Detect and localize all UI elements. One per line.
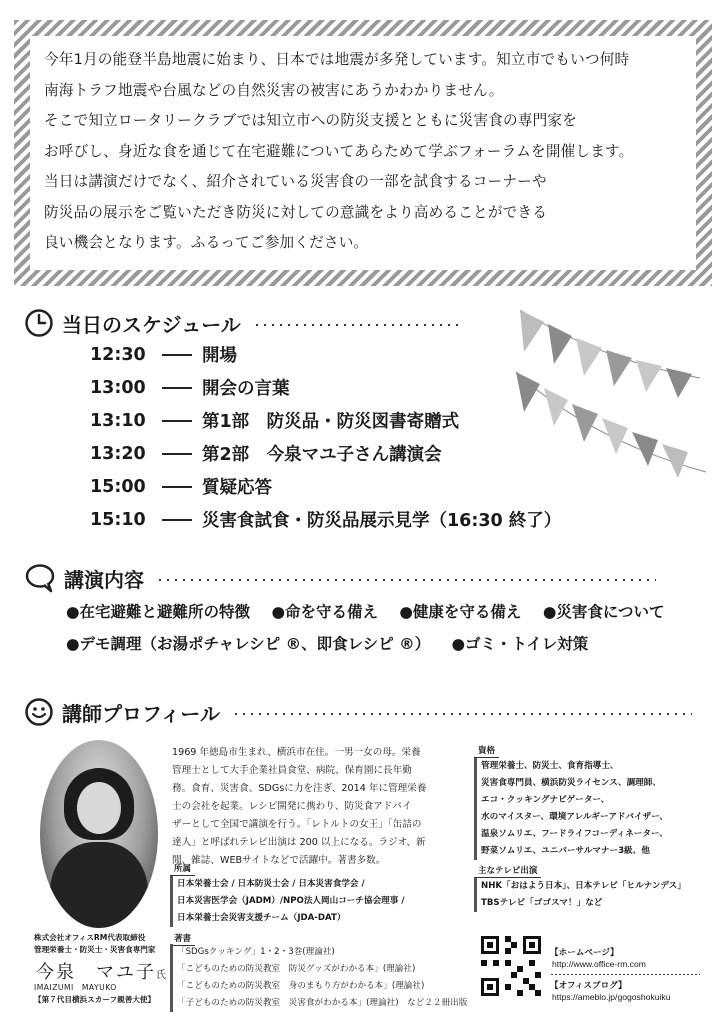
bio-line: 1969 年徳島市生まれ、横浜市在住。一男一女の母。栄養 bbox=[172, 747, 421, 758]
qualifications-label: 資格 bbox=[474, 744, 499, 758]
schedule-label: 第2部 今泉マユ子さん講演会 bbox=[202, 445, 442, 465]
intro-line: そこで知立ロータリークラブでは知立市への防災支援とともに災害食の専門家を bbox=[44, 112, 578, 129]
bio-line: 達人」と呼ばれテレビ出演は 200 以上になる。ラジオ、新 bbox=[172, 837, 426, 848]
speaker-bio bbox=[172, 744, 462, 870]
speaker-photo bbox=[40, 740, 158, 928]
bio-line: 務。食育、災害食、SDGsに力を注ぎ、2014 年に管理栄養 bbox=[172, 783, 427, 794]
speaker-name bbox=[36, 958, 166, 984]
intro-line: 当日は講演だけでなく、紹介されている災害食の一部を試食するコーナーや bbox=[44, 173, 547, 190]
schedule-label: 災害食試食・防災品展示見学（16:30 終了） bbox=[202, 511, 562, 531]
schedule-heading bbox=[24, 308, 463, 338]
speaker-romaji: IMAIZUMI MAYUKO bbox=[34, 983, 117, 992]
qualification-line: 野菜ソムリエ、ユニバーサルマナー3級、他 bbox=[481, 846, 650, 856]
schedule-time: 12:30 bbox=[90, 344, 146, 365]
schedule-time: 13:20 bbox=[90, 443, 146, 464]
book-line: 「子どものための防災教室 災害食がわかる本」(理論社) など２２冊出版 bbox=[177, 998, 468, 1008]
intro-line: 今年1月の能登半島地震に始まり、日本では地震が多発しています。知立市でもいつ何時 bbox=[44, 51, 630, 68]
books-list bbox=[170, 944, 467, 1012]
speaker-name-text: 今泉 マユ子 bbox=[36, 962, 156, 983]
schedule-item bbox=[90, 441, 442, 466]
topic-item: ●ゴミ・トイレ対策 bbox=[451, 635, 589, 653]
intro-line: お呼びし、身近な食を通じて在宅避難についてあらためて学ぶフォーラムを開催します。 bbox=[44, 142, 634, 160]
schedule-item bbox=[90, 342, 237, 367]
tv-list bbox=[474, 878, 686, 912]
speaker-ambassador: 【第７代目横浜スカーフ親善大使】 bbox=[34, 995, 156, 1004]
book-line: 「こどものための防災教室 防災グッズがわかる本」(理論社) bbox=[177, 964, 416, 974]
schedule-time: 15:10 bbox=[90, 509, 146, 530]
affiliations-label: 所属 bbox=[170, 862, 195, 876]
blog-label: 【オフィスブログ】 bbox=[550, 981, 627, 991]
qualifications-list bbox=[474, 758, 668, 860]
tv-label: 主なテレビ出演 bbox=[474, 864, 541, 878]
speaker-company: 株式会社オフィスRM代表取締役 bbox=[34, 933, 146, 942]
affiliation-line: 日本災害医学会（JADM）/NPO法人岡山コーチ協会理事 / bbox=[177, 896, 405, 906]
dash-divider bbox=[162, 519, 192, 521]
topic-item: ●在宅避難と避難所の特徴 bbox=[66, 603, 251, 621]
dash-divider bbox=[162, 453, 192, 455]
intro-text-box bbox=[30, 36, 696, 270]
books-label: 著書 bbox=[170, 932, 195, 946]
affiliation-line: 日本栄養士会 / 日本防災士会 / 日本災害食学会 / bbox=[177, 879, 365, 889]
smiley-icon bbox=[24, 697, 54, 727]
tv-line: NHK「おはよう日本」、日本テレビ「ヒルナンデス」 bbox=[481, 881, 686, 891]
qualification-line: 災害食専門員、横浜防災ライセンス、調理師、 bbox=[481, 778, 661, 788]
dash-divider bbox=[162, 387, 192, 389]
dotted-divider bbox=[550, 974, 700, 975]
intro-line: 南海トラフ地震や台風などの自然災害の被害にあうかわかりません。 bbox=[44, 81, 504, 99]
schedule-item bbox=[90, 507, 561, 532]
book-line: 「SDGsクッキング」1・2・3巻(理論社) bbox=[177, 947, 335, 957]
dotted-divider bbox=[156, 579, 656, 581]
bio-line: 管理士として大手企業社員食堂、病院、保育園に長年勤 bbox=[172, 765, 412, 776]
profile-title: 講師プロフィール bbox=[62, 701, 220, 726]
bunting-decoration bbox=[510, 300, 710, 500]
lecture-title: 講演内容 bbox=[64, 567, 144, 592]
schedule-label: 開場 bbox=[202, 346, 237, 366]
topic-row bbox=[66, 632, 604, 654]
intro-frame bbox=[14, 20, 712, 286]
book-line: 「こどものための防災教室 身のまもり方がわかる本」(理論社) bbox=[177, 981, 425, 991]
schedule-time: 13:00 bbox=[90, 377, 146, 398]
dotted-divider bbox=[253, 324, 463, 326]
dash-divider bbox=[162, 354, 192, 356]
bio-line: 士の会社を起業。レシピ開発に携わり、防災食アドバイ bbox=[172, 801, 412, 812]
topic-item: ●デモ調理（お湯ポチャレシピ ®、即食レシピ ®） bbox=[66, 635, 431, 653]
lecture-heading bbox=[24, 563, 656, 593]
topic-item: ●命を守る備え bbox=[271, 603, 378, 621]
topic-item: ●健康を守る備え bbox=[399, 603, 522, 621]
schedule-title: 当日のスケジュール bbox=[62, 312, 241, 337]
schedule-item bbox=[90, 375, 290, 400]
dash-divider bbox=[162, 420, 192, 422]
bio-line: 聞、雑誌、WEBサイトなどで活躍中。著書多数。 bbox=[172, 855, 386, 866]
profile-heading bbox=[24, 697, 692, 727]
homepage-label: 【ホームページ】 bbox=[550, 948, 619, 958]
intro-line: 良い機会となります。ふるってご参加ください。 bbox=[44, 234, 369, 251]
schedule-time: 13:10 bbox=[90, 410, 146, 431]
affiliation-line: 日本栄養士会災害支援チーム（JDA-DAT） bbox=[177, 913, 346, 923]
qr-code[interactable] bbox=[481, 936, 541, 996]
speaker-roles: 管理栄養士・防災士・災害食専門家 bbox=[34, 945, 156, 954]
schedule-item bbox=[90, 408, 459, 433]
qualification-line: 管理栄養士、防災士、食育指導士、 bbox=[481, 761, 619, 771]
homepage-link[interactable]: http://www.office-rm.com bbox=[552, 959, 646, 969]
dash-divider bbox=[162, 486, 192, 488]
schedule-time: 15:00 bbox=[90, 476, 146, 497]
dotted-divider bbox=[232, 713, 692, 715]
intro-line: 防災品の展示をご覧いただき防災に対しての意識をより高めることができる bbox=[44, 203, 547, 221]
tv-line: TBSテレビ「ゴゴスマ！」など bbox=[481, 898, 603, 908]
topic-item: ●災害食について bbox=[542, 603, 665, 621]
blog-link[interactable]: https://ameblo.jp/gogoshokuiku bbox=[552, 992, 671, 1002]
qualification-line: 温泉ソムリエ、フードライフコーディネーター、 bbox=[481, 829, 668, 839]
topic-row bbox=[66, 600, 681, 622]
schedule-label: 質疑応答 bbox=[202, 478, 272, 498]
qualification-line: エコ・クッキングナビゲーター、 bbox=[481, 795, 610, 805]
qualification-line: 水のマイスター、環境アレルギーアドバイザー、 bbox=[481, 812, 668, 822]
schedule-label: 開会の言葉 bbox=[202, 379, 290, 399]
speaker-name-suffix: 氏 bbox=[156, 970, 166, 981]
schedule-label: 第1部 防災品・防災図書寄贈式 bbox=[202, 412, 460, 432]
speech-bubble-icon bbox=[24, 563, 56, 593]
bio-line: ザーとして全国で講演を行う。「レトルトの女王」「缶詰の bbox=[172, 819, 422, 830]
clock-icon bbox=[24, 308, 54, 338]
schedule-item bbox=[90, 474, 272, 499]
affiliations-list bbox=[170, 876, 404, 927]
